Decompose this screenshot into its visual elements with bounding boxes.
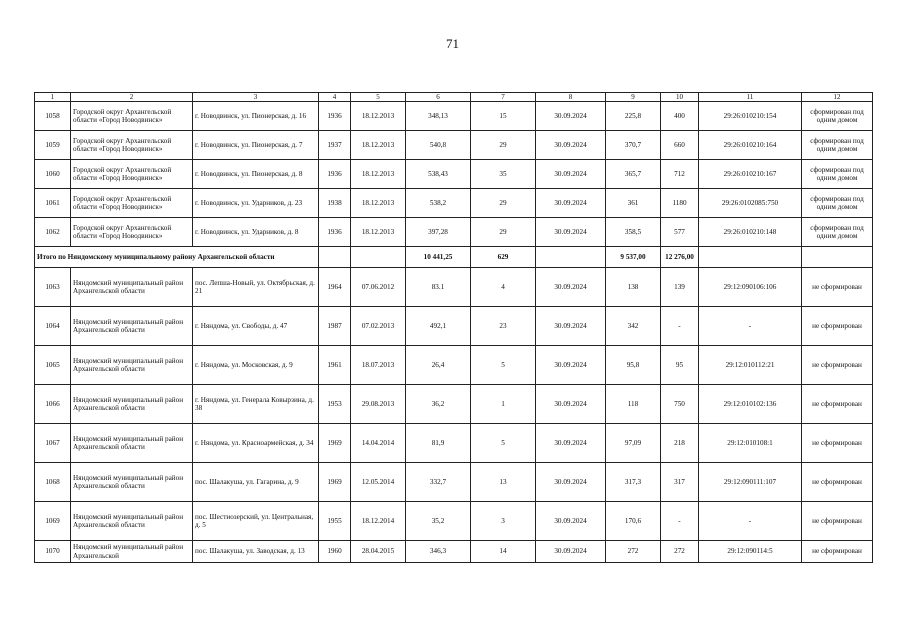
municipality-cell: Городской округ Архангельской области «Город Новодвинск» [71, 102, 193, 131]
deadline-cell: 30.09.2024 [536, 424, 606, 463]
residents-cell: 29 [471, 131, 536, 160]
row-number: 1060 [35, 160, 71, 189]
column-number-cell: 3 [193, 93, 319, 102]
year-built-cell: 1953 [319, 385, 351, 424]
recognition-date-cell: 12.05.2014 [351, 463, 406, 502]
municipality-cell: Городской округ Архангельской области «Город Новодвинск» [71, 218, 193, 247]
row-number: 1068 [35, 463, 71, 502]
address-cell: пос. Лепша-Новый, ул. Октябрьская, д. 21 [193, 268, 319, 307]
deadline-cell: 30.09.2024 [536, 189, 606, 218]
deadline-cell: 30.09.2024 [536, 102, 606, 131]
subtotal-label: Итого по Няндомскому муниципальному району Архангельской области [35, 247, 319, 268]
column-number-cell: 12 [802, 93, 873, 102]
value-cell: - [661, 502, 699, 541]
land-status-cell: сформирован под одним домом [802, 218, 873, 247]
deadline-cell: 30.09.2024 [536, 218, 606, 247]
table-row [35, 189, 873, 218]
value-cell: 400 [661, 102, 699, 131]
cadastral-number-cell: 29:26:010210:154 [699, 102, 802, 131]
row-number: 1058 [35, 102, 71, 131]
value-cell: 660 [661, 131, 699, 160]
value-cell: - [661, 307, 699, 346]
municipality-cell: Няндомский муниципальный район Архангельской области [71, 307, 193, 346]
municipality-cell: Городской округ Архангельской области «Город Новодвинск» [71, 189, 193, 218]
year-built-cell: 1936 [319, 160, 351, 189]
living-area-cell: 170,6 [606, 502, 661, 541]
municipality-cell: Няндомский муниципальный район Архангельской области [71, 268, 193, 307]
recognition-date-cell: 18.12.2014 [351, 502, 406, 541]
table-row [35, 502, 873, 541]
address-cell: г. Новодвинск, ул. Пионерская, д. 8 [193, 160, 319, 189]
area-cell: 346,3 [406, 541, 471, 563]
recognition-date-cell: 29.08.2013 [351, 385, 406, 424]
row-number: 1062 [35, 218, 71, 247]
recognition-date-cell: 18.12.2013 [351, 189, 406, 218]
address-cell: г. Няндома, ул. Московская, д. 9 [193, 346, 319, 385]
living-area-cell: 272 [606, 541, 661, 563]
table-row [35, 346, 873, 385]
empty-cell [351, 247, 406, 268]
municipality-cell: Няндомский муниципальный район Архангельской области [71, 385, 193, 424]
living-area-cell: 138 [606, 268, 661, 307]
cadastral-number-cell: 29:12:010108:1 [699, 424, 802, 463]
living-area-cell: 365,7 [606, 160, 661, 189]
recognition-date-cell: 28.04.2015 [351, 541, 406, 563]
year-built-cell: 1969 [319, 463, 351, 502]
row-number: 1065 [35, 346, 71, 385]
land-status-cell: не сформирован [802, 346, 873, 385]
value-cell: 139 [661, 268, 699, 307]
cadastral-number-cell: 29:12:010102:136 [699, 385, 802, 424]
empty-cell [319, 247, 351, 268]
municipality-cell: Няндомский муниципальный район Архангельской области [71, 424, 193, 463]
residents-cell: 29 [471, 218, 536, 247]
land-status-cell: сформирован под одним домом [802, 189, 873, 218]
row-number: 1069 [35, 502, 71, 541]
column-number-cell: 2 [71, 93, 193, 102]
address-cell: пос. Шалакуша, ул. Заводская, д. 13 [193, 541, 319, 563]
residents-cell: 1 [471, 385, 536, 424]
subtotal-residents: 629 [471, 247, 536, 268]
subtotal-value: 12 276,00 [661, 247, 699, 268]
table-row [35, 541, 873, 563]
living-area-cell: 225,8 [606, 102, 661, 131]
year-built-cell: 1936 [319, 102, 351, 131]
cadastral-number-cell: 29:12:010112:21 [699, 346, 802, 385]
living-area-cell: 358,5 [606, 218, 661, 247]
cadastral-number-cell: 29:12:090114:5 [699, 541, 802, 563]
living-area-cell: 361 [606, 189, 661, 218]
value-cell: 712 [661, 160, 699, 189]
deadline-cell: 30.09.2024 [536, 268, 606, 307]
address-cell: г. Новодвинск, ул. Пионерская, д. 16 [193, 102, 319, 131]
municipality-cell: Городской округ Архангельской области «Город Новодвинск» [71, 160, 193, 189]
recognition-date-cell: 14.04.2014 [351, 424, 406, 463]
row-number: 1063 [35, 268, 71, 307]
row-number: 1064 [35, 307, 71, 346]
land-status-cell: не сформирован [802, 268, 873, 307]
recognition-date-cell: 18.12.2013 [351, 102, 406, 131]
cadastral-number-cell: - [699, 502, 802, 541]
table-row [35, 131, 873, 160]
area-cell: 540,8 [406, 131, 471, 160]
residents-cell: 35 [471, 160, 536, 189]
address-cell: пос. Шестиозерский, ул. Центральная, д. 5 [193, 502, 319, 541]
living-area-cell: 317,3 [606, 463, 661, 502]
table-body [35, 93, 873, 563]
living-area-cell: 342 [606, 307, 661, 346]
residents-cell: 4 [471, 268, 536, 307]
residents-cell: 14 [471, 541, 536, 563]
living-area-cell: 95,8 [606, 346, 661, 385]
residents-cell: 3 [471, 502, 536, 541]
residents-cell: 5 [471, 424, 536, 463]
address-cell: г. Няндома, ул. Красноармейская, д. 34 [193, 424, 319, 463]
year-built-cell: 1937 [319, 131, 351, 160]
table-row [35, 424, 873, 463]
area-cell: 36,2 [406, 385, 471, 424]
year-built-cell: 1987 [319, 307, 351, 346]
deadline-cell: 30.09.2024 [536, 385, 606, 424]
land-status-cell: сформирован под одним домом [802, 160, 873, 189]
deadline-cell: 30.09.2024 [536, 541, 606, 563]
column-number-cell: 5 [351, 93, 406, 102]
column-number-cell: 6 [406, 93, 471, 102]
cadastral-number-cell: 29:26:0102085:750 [699, 189, 802, 218]
land-status-cell: не сформирован [802, 385, 873, 424]
area-cell: 538,43 [406, 160, 471, 189]
deadline-cell: 30.09.2024 [536, 502, 606, 541]
area-cell: 348,13 [406, 102, 471, 131]
municipality-cell: Няндомский муниципальный район Архангельской [71, 541, 193, 563]
row-number: 1066 [35, 385, 71, 424]
row-number: 1070 [35, 541, 71, 563]
municipality-cell: Няндомский муниципальный район Архангельской области [71, 463, 193, 502]
table-row [35, 463, 873, 502]
residents-cell: 5 [471, 346, 536, 385]
value-cell: 218 [661, 424, 699, 463]
year-built-cell: 1961 [319, 346, 351, 385]
value-cell: 317 [661, 463, 699, 502]
recognition-date-cell: 18.12.2013 [351, 131, 406, 160]
cadastral-number-cell: 29:12:090106:106 [699, 268, 802, 307]
area-cell: 81,9 [406, 424, 471, 463]
subtotal-area: 10 441,25 [406, 247, 471, 268]
column-number-cell: 7 [471, 93, 536, 102]
address-cell: г. Няндома, ул. Генерала Ковырзина, д. 38 [193, 385, 319, 424]
living-area-cell: 118 [606, 385, 661, 424]
deadline-cell: 30.09.2024 [536, 131, 606, 160]
column-number-cell: 11 [699, 93, 802, 102]
address-cell: г. Новодвинск, ул. Пионерская, д. 7 [193, 131, 319, 160]
cadastral-number-cell: 29:26:010210:164 [699, 131, 802, 160]
year-built-cell: 1969 [319, 424, 351, 463]
address-cell: г. Новодвинск, ул. Ударников, д. 8 [193, 218, 319, 247]
land-status-cell: сформирован под одним домом [802, 131, 873, 160]
row-number: 1067 [35, 424, 71, 463]
cadastral-number-cell: 29:26:010210:167 [699, 160, 802, 189]
year-built-cell: 1936 [319, 218, 351, 247]
empty-cell [802, 247, 873, 268]
municipality-cell: Няндомский муниципальный район Архангельской области [71, 346, 193, 385]
table-row [35, 268, 873, 307]
land-status-cell: не сформирован [802, 502, 873, 541]
table-row [35, 102, 873, 131]
page-number: 71 [446, 36, 459, 51]
subtotal-living-area: 9 537,00 [606, 247, 661, 268]
address-cell: г. Няндома, ул. Свободы, д. 47 [193, 307, 319, 346]
residents-cell: 15 [471, 102, 536, 131]
value-cell: 272 [661, 541, 699, 563]
address-cell: г. Новодвинск, ул. Ударников, д. 23 [193, 189, 319, 218]
value-cell: 95 [661, 346, 699, 385]
recognition-date-cell: 07.06.2012 [351, 268, 406, 307]
address-cell: пос. Шалакуша, ул. Гагарина, д. 9 [193, 463, 319, 502]
table-row [35, 307, 873, 346]
residents-cell: 23 [471, 307, 536, 346]
municipality-cell: Городской округ Архангельской области «Город Новодвинск» [71, 131, 193, 160]
area-cell: 83.1 [406, 268, 471, 307]
column-number-cell: 10 [661, 93, 699, 102]
land-status-cell: не сформирован [802, 463, 873, 502]
cadastral-number-cell: 29:26:010210:148 [699, 218, 802, 247]
land-status-cell: не сформирован [802, 541, 873, 563]
empty-cell [699, 247, 802, 268]
living-area-cell: 370,7 [606, 131, 661, 160]
land-status-cell: не сформирован [802, 424, 873, 463]
cadastral-number-cell: 29:12:090111:107 [699, 463, 802, 502]
value-cell: 577 [661, 218, 699, 247]
table-row [35, 160, 873, 189]
deadline-cell: 30.09.2024 [536, 463, 606, 502]
residents-cell: 13 [471, 463, 536, 502]
land-status-cell: не сформирован [802, 307, 873, 346]
cadastral-number-cell: - [699, 307, 802, 346]
table-row [35, 385, 873, 424]
deadline-cell: 30.09.2024 [536, 346, 606, 385]
column-number-row [35, 93, 873, 102]
column-number-cell: 4 [319, 93, 351, 102]
value-cell: 1180 [661, 189, 699, 218]
year-built-cell: 1955 [319, 502, 351, 541]
year-built-cell: 1964 [319, 268, 351, 307]
area-cell: 492,1 [406, 307, 471, 346]
subtotal-row [35, 247, 873, 268]
area-cell: 397,28 [406, 218, 471, 247]
empty-cell [536, 247, 606, 268]
residents-cell: 29 [471, 189, 536, 218]
recognition-date-cell: 18.07.2013 [351, 346, 406, 385]
living-area-cell: 97,09 [606, 424, 661, 463]
deadline-cell: 30.09.2024 [536, 307, 606, 346]
deadline-cell: 30.09.2024 [536, 160, 606, 189]
register-table [34, 92, 873, 563]
year-built-cell: 1938 [319, 189, 351, 218]
area-cell: 26,4 [406, 346, 471, 385]
column-number-cell: 9 [606, 93, 661, 102]
area-cell: 332,7 [406, 463, 471, 502]
row-number: 1061 [35, 189, 71, 218]
value-cell: 750 [661, 385, 699, 424]
year-built-cell: 1960 [319, 541, 351, 563]
municipality-cell: Няндомский муниципальный район Архангельской области [71, 502, 193, 541]
column-number-cell: 8 [536, 93, 606, 102]
land-status-cell: сформирован под одним домом [802, 102, 873, 131]
row-number: 1059 [35, 131, 71, 160]
recognition-date-cell: 18.12.2013 [351, 218, 406, 247]
column-number-cell: 1 [35, 93, 71, 102]
recognition-date-cell: 18.12.2013 [351, 160, 406, 189]
area-cell: 538,2 [406, 189, 471, 218]
table-row [35, 218, 873, 247]
area-cell: 35,2 [406, 502, 471, 541]
recognition-date-cell: 07.02.2013 [351, 307, 406, 346]
